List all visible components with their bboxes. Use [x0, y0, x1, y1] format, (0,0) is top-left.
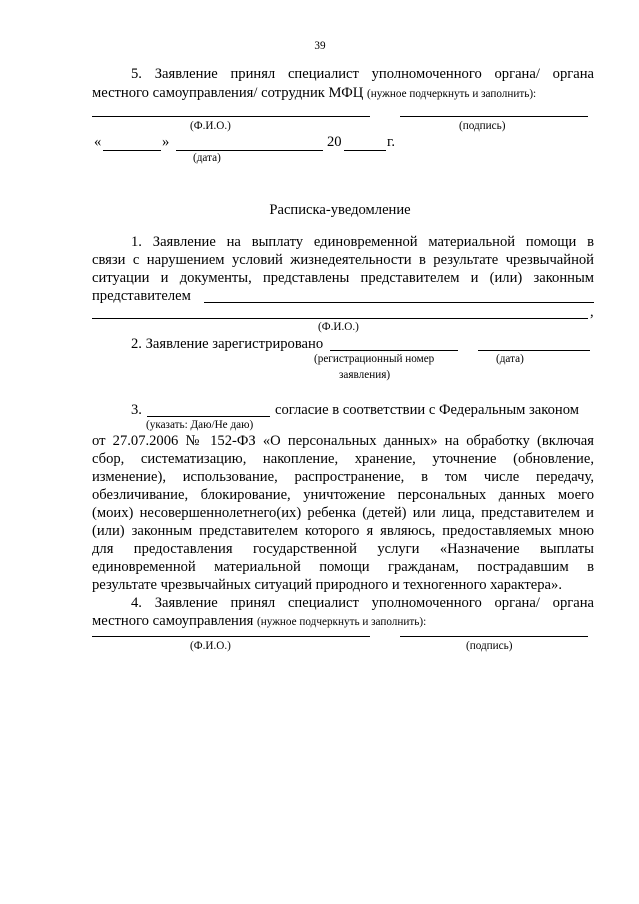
date-close-quote: »	[162, 134, 170, 150]
signature-caption-2: (подпись)	[466, 640, 513, 652]
item4-line2-text: местного самоуправления	[92, 613, 254, 629]
representative-line-2	[92, 318, 588, 319]
item5-line2	[92, 85, 536, 102]
item3-line9: единовременной материальной помощи гражданам, пострадавшим в	[92, 559, 594, 575]
item4-line1: 4. Заявление принял специалист уполномоченного органа/ органа	[131, 595, 594, 611]
item3-rest: согласие в соответствии с Федеральным законом	[275, 402, 579, 418]
item1-line1: 1. Заявление на выплату единовременной материальной помощи в	[131, 234, 594, 250]
fio-caption-2: (Ф.И.О.)	[190, 640, 231, 652]
receipt-title: Расписка-уведомление	[269, 202, 411, 218]
month-line	[176, 150, 323, 151]
item1-line4: представителем	[92, 288, 191, 304]
reg-date-caption: (дата)	[496, 353, 524, 365]
item5-note: (нужное подчеркнуть и заполнить):	[367, 88, 537, 100]
year-suffix: г.	[387, 134, 395, 150]
item3-line7: (или) законным представителем которого я являюсь, предоставляемых мною	[92, 523, 594, 539]
reg-date-line	[478, 350, 590, 351]
item5-line2-text: местного самоуправления/ сотрудник МФЦ	[92, 85, 364, 101]
consent-line	[147, 416, 270, 417]
item4-note: (нужное подчеркнуть и заполнить):	[257, 616, 427, 628]
fio-caption: (Ф.И.О.)	[190, 120, 231, 132]
date-open-quote: «	[94, 134, 102, 150]
signature-line	[400, 116, 588, 117]
item5-line1: 5. Заявление принял специалист уполномоченного органа/ органа	[131, 66, 594, 82]
comma: ,	[590, 304, 594, 320]
reg-number-line	[330, 350, 458, 351]
representative-line	[204, 302, 594, 303]
item3-number: 3.	[131, 402, 142, 418]
item4-line2	[92, 613, 426, 630]
item1-line3: ситуации и документы, представлены представителем и (или) законным	[92, 270, 594, 286]
date-caption: (дата)	[193, 152, 221, 164]
item3-line3: сбор, систематизацию, накопление, хранение, уточнение (обновление,	[92, 451, 594, 467]
item3-line2: от 27.07.2006 № 152-ФЗ «О персональных данных» на обработку (включая	[92, 433, 594, 449]
reg-number-caption: (регистрационный номер	[314, 353, 435, 365]
page-number: 39	[314, 40, 326, 52]
year-line	[344, 150, 386, 151]
year-prefix: 20	[327, 134, 342, 150]
reg-number-caption-2: заявления)	[339, 369, 391, 381]
representative-fio-caption: (Ф.И.О.)	[318, 321, 359, 333]
item3-line6: (моих) несовершеннолетнего(их) ребенка (детей) или лица, представителем и	[92, 505, 594, 521]
day-line	[103, 150, 161, 151]
signature-caption: (подпись)	[459, 120, 506, 132]
consent-hint: (указать: Даю/Не даю)	[146, 419, 254, 431]
signature-line-2	[400, 636, 588, 637]
item3-line5: обезличивание, блокирование, уничтожение персональных данных моего	[92, 487, 594, 503]
item3-line4: изменение), использование, распространение, в том числе передачу,	[92, 469, 594, 485]
item1-line2: связи с нарушением условий жизнедеятельности в результате чрезвычайной	[92, 252, 594, 268]
fio-line	[92, 116, 370, 117]
item2-text: 2. Заявление зарегистрировано	[131, 336, 324, 352]
fio-line-2	[92, 636, 370, 637]
item3-line10: результате чрезвычайных ситуаций природного и техногенного характера».	[92, 577, 562, 593]
item3-line8: для предоставления государственной услуги «Назначение выплаты	[92, 541, 594, 557]
